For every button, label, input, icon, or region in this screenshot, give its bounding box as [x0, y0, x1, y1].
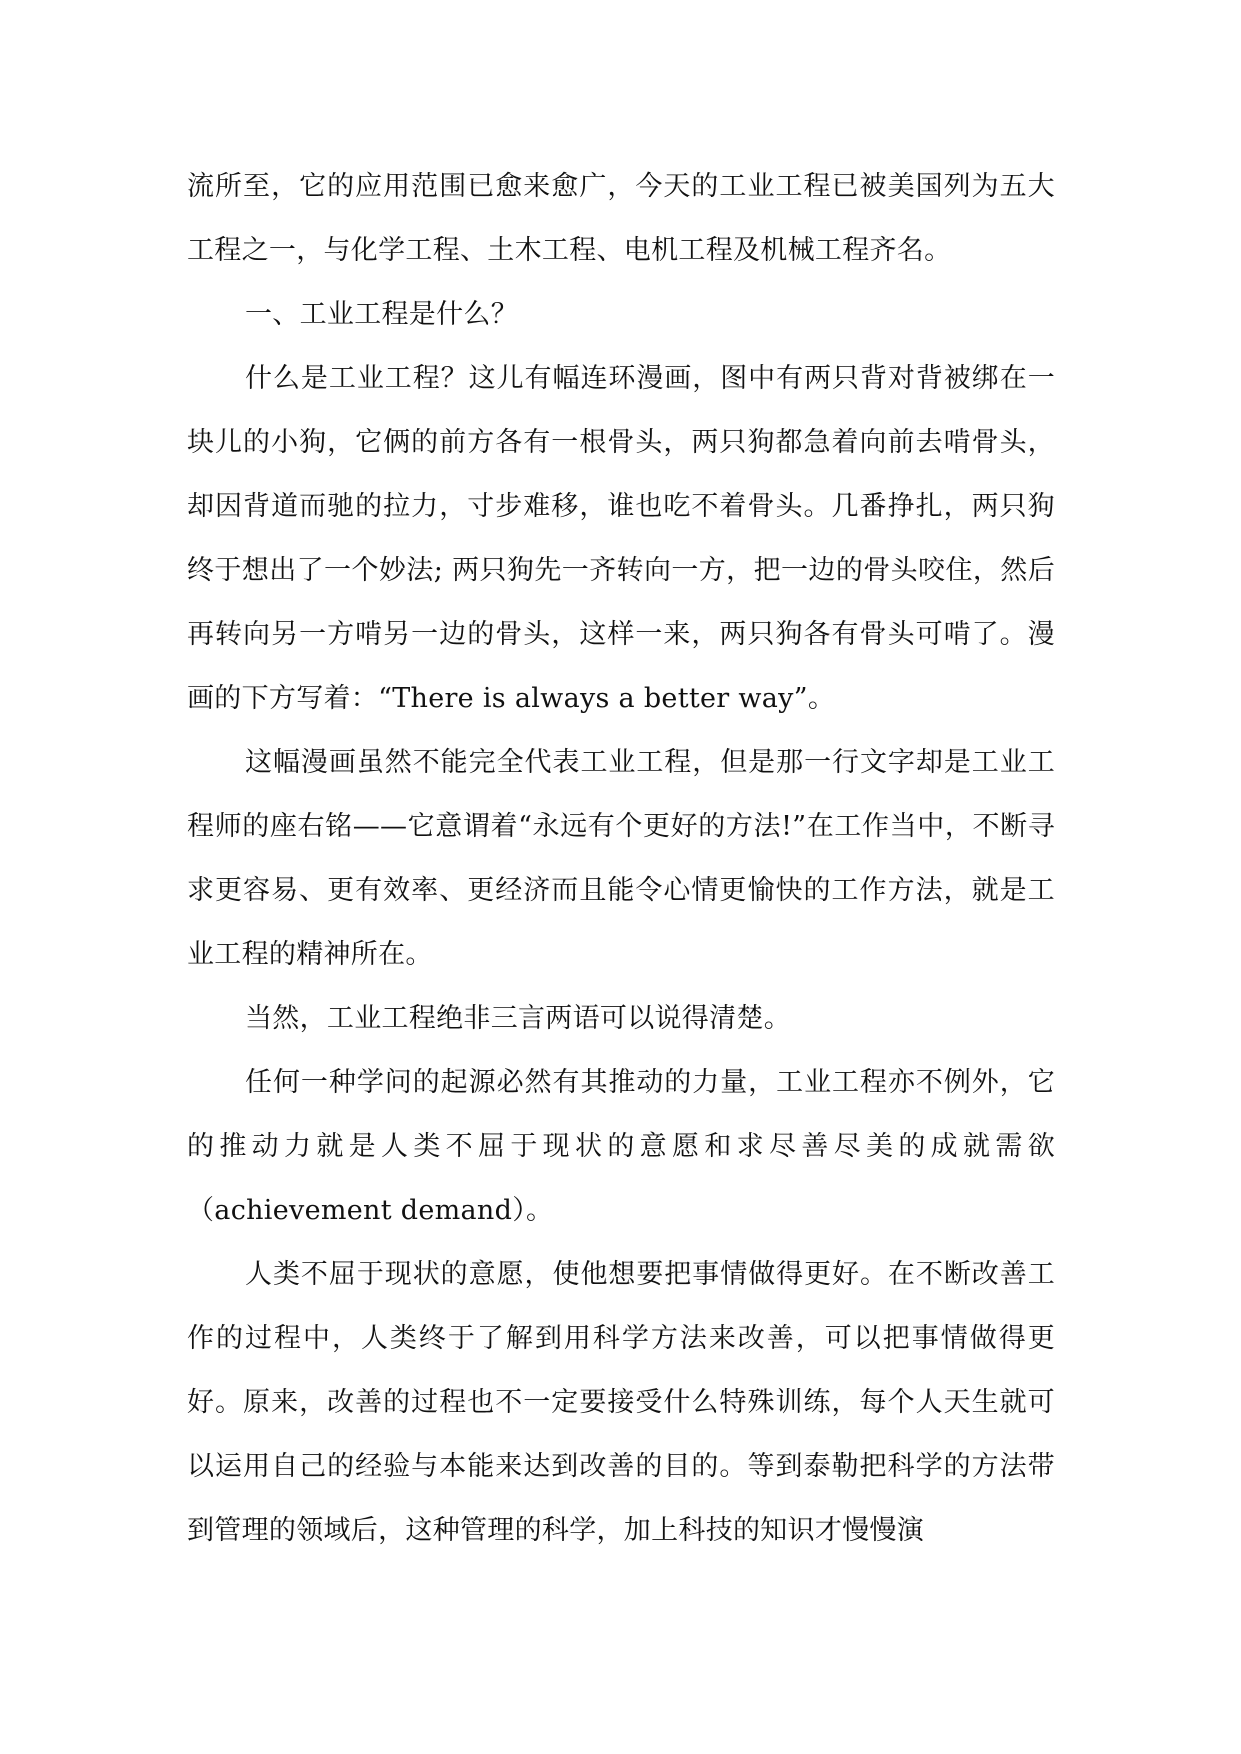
- section-heading: 一、工业工程是什么？: [245, 299, 518, 330]
- paragraph-7: 人类不屈于现状的意愿，使他想要把事情做得更好。在不断改善工作的过程中，人类终于了解到用科学方法来改善，可以把事情做得更好。原来，改善的过程也不一定要接受什么特殊训练，每个人天生就可以运用自己的经验与本能来达到改善的目的。等到泰勒把科学的方法带到管理的领域后，这种管理的科学，加上科技的知识才慢慢演: [187, 1259, 1055, 1546]
- paragraph-4: 这幅漫画虽然不能完全代表工业工程，但是那一行文字却是工业工程师的座右铭——它意谓着“永远有个更好的方法!”在工作当中，不断寻求更容易、更有效率、更经济而且能令心情更愉快的工作方法，就是工业工程的精神所在。: [187, 747, 1055, 970]
- paragraph-1: 流所至，它的应用范围已愈来愈广，今天的工业工程已被美国列为五大工程之一，与化学工程、土木工程、电机工程及机械工程齐名。: [187, 171, 1055, 266]
- paragraph-6: 任何一种学问的起源必然有其推动的力量，工业工程亦不例外，它的推动力就是人类不屈于现状的意愿和求尽善尽美的成就需欲（achievement demand）。: [187, 1067, 1055, 1226]
- paragraph-5: 当然，工业工程绝非三言两语可以说得清楚。: [245, 1003, 791, 1034]
- paragraph-3: 什么是工业工程？这儿有幅连环漫画，图中有两只背对背被绑在一块儿的小狗，它俩的前方各有一根骨头，两只狗都急着向前去啃骨头，却因背道而驰的拉力，寸步难移，谁也吃不着骨头。几番挣扎，两只狗终于想出了一个妙法; 两只狗先一齐转向一方，把一边的骨头咬住，然后再转向另一方啃另一边的骨头，这样一来，两只狗各有骨头可啃了。漫画的下方写着：“There is always a better way”。: [187, 363, 1055, 714]
- document-body: [187, 155, 1055, 1563]
